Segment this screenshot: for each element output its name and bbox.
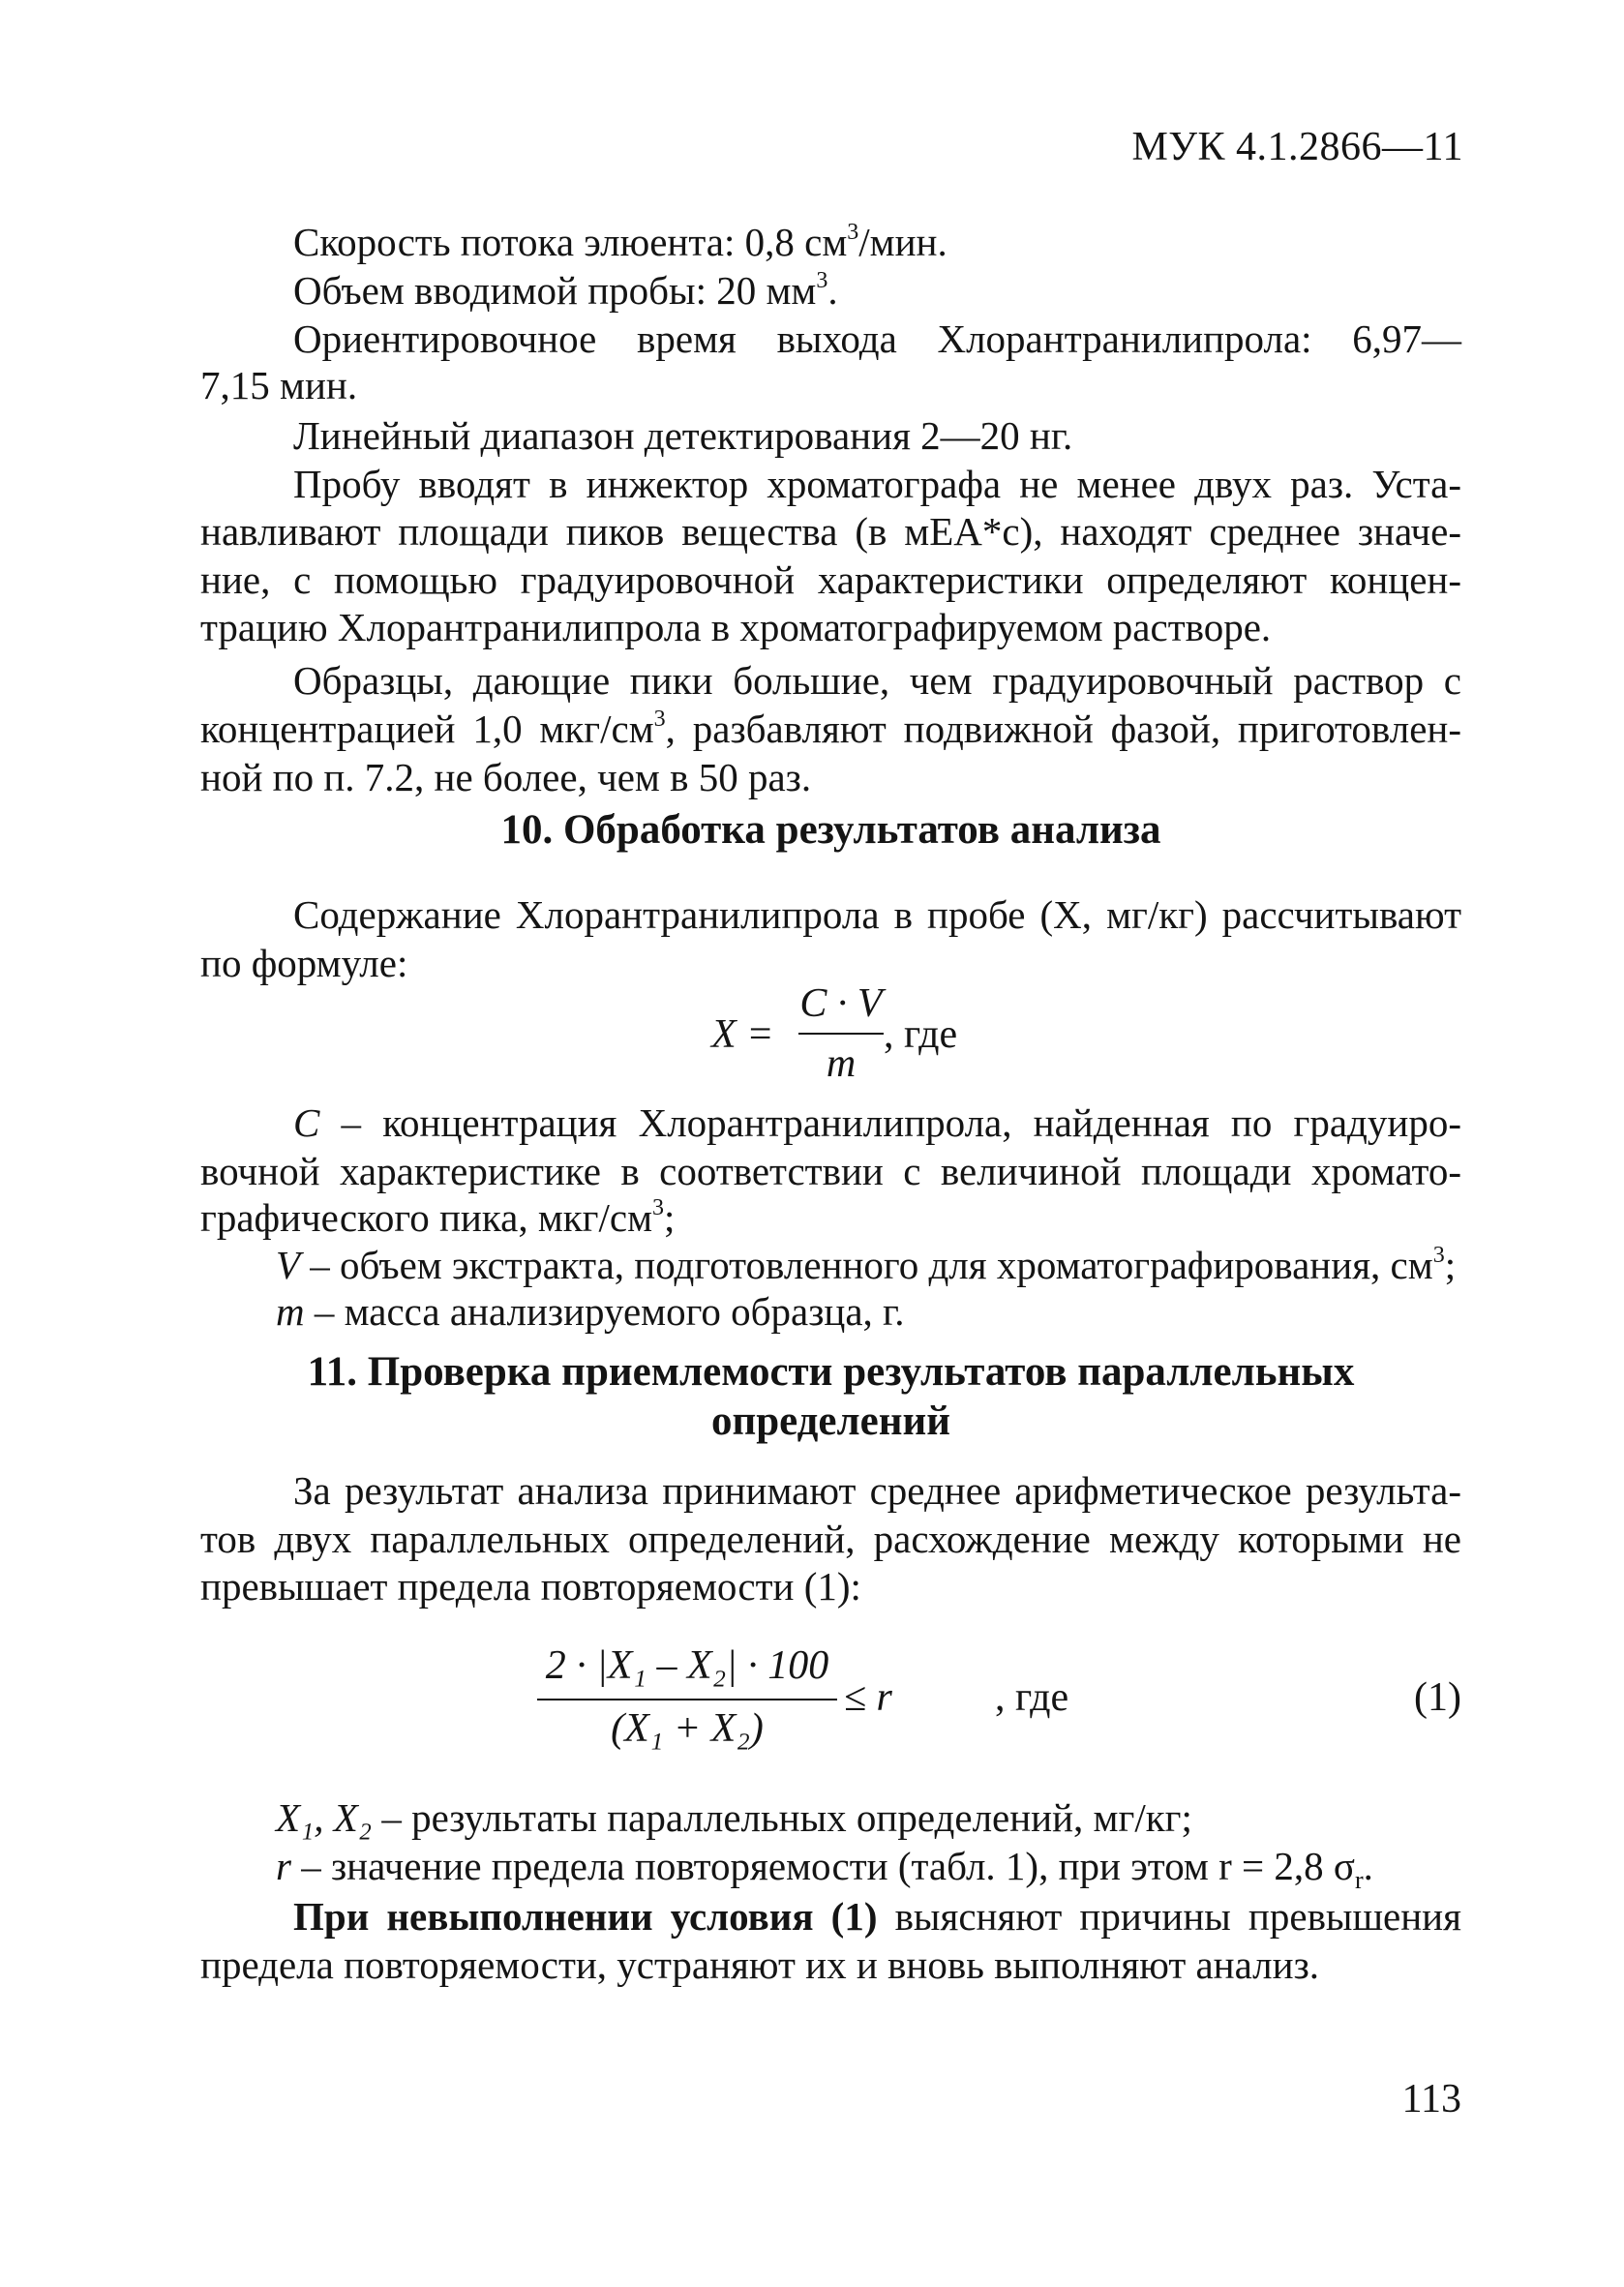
c-definition-line: графического пика, мкг/$см^3$; [200,1195,676,1240]
x-definition-line: X₁, X₂ – результаты параллельных определений, мг/кг; [276,1795,1192,1840]
formula-x-tail: , где [884,1012,958,1057]
retention-time-line-1: Ориентировочное время выхода Хлорантранилипрола: 6,97— [293,316,1461,361]
formula-repeatability-numerator: 2 · |X₁ – X₂| · 100 [545,1643,829,1688]
c-definition-line: C – концентрация Хлорантранилипрола, найденная по градуиро- [293,1100,1461,1145]
failure-paragraph-line: При невыполнении условия (1) выясняют причины превышения [293,1894,1461,1939]
result-paragraph-line: превышает предела повторяемости (1): [200,1564,861,1609]
formula-repeatability-relation: ≤ r [844,1675,892,1720]
eluent-flow-line: Скорость потока элюента: 0,8 $см^3$/мин. [293,220,947,264]
injection-paragraph-line: навливают площади пиков вещества (в мЕА*с), находят среднее значе- [200,509,1461,554]
formula-repeatability-tail: , где [995,1675,1069,1720]
formula-x-fraction-bar [798,1033,884,1035]
injection-paragraph-line: трацию Хлорантранилипрола в хроматографируемом растворе. [200,605,1272,649]
content-calc-line: по формуле: [200,941,408,985]
section-10-heading: 10. Обработка результатов анализа [500,807,1161,853]
section-11-heading-line-1: 11. Проверка приемлемости результатов параллельных [307,1349,1355,1395]
formula-x-lhs: X = [711,1012,774,1057]
failure-paragraph-line: предела повторяемости, устраняют их и вновь выполняют анализ. [200,1942,1320,1987]
linear-range-line: Линейный диапазон детектирования 2—20 нг. [293,413,1073,458]
r-definition-line: r – значение предела повторяемости (табл. 1), при этом r = 2,8 $\sigma_r$. [276,1844,1373,1895]
dilution-paragraph-line: концентрацией 1,0 мкг/$см^3$, разбавляют подвижной фазой, приготовлен- [200,707,1461,751]
retention-time-line-2: 7,15 мин. [200,363,358,407]
result-paragraph-line: За результат анализа принимают среднее арифметическое результа- [293,1468,1461,1513]
document-code-header: МУК 4.1.2866—11 [1131,125,1463,169]
section-11-heading-line-2: определений [710,1399,951,1444]
result-paragraph-line: тов двух параллельных определений, расхождение между которыми не [200,1517,1461,1561]
formula-repeatability-denominator: (X₁ + X₂) [611,1706,764,1751]
page-number: 113 [1401,2077,1461,2121]
injection-paragraph-line: Пробу вводят в инжектор хроматографа не менее двух раз. Уста- [293,462,1461,506]
dilution-paragraph-line: Образцы, дающие пики большие, чем градуировочный раствор с [293,658,1461,703]
content-calc-line: Содержание Хлорантранилипрола в пробе (X, мг/кг) рассчитывают [293,892,1461,937]
formula-repeatability-fraction-bar [537,1699,837,1700]
c-definition-line: вочной характеристике в соответствии с величиной площади хромато- [200,1149,1461,1193]
injection-paragraph-line: ние, с помощью градуировочной характеристики определяют концен- [200,557,1461,602]
formula-x-numerator: C · V [799,981,883,1026]
equation-number: (1) [1414,1675,1461,1720]
sample-volume-line: Объем вводимой пробы: 20 $мм^3$. [293,268,838,313]
v-definition-line: V – объем экстракта, подготовленного для хроматографирования, $см^3$; [276,1243,1457,1287]
formula-x-denominator: m [826,1041,857,1086]
m-definition-line: m – масса анализируемого образца, г. [276,1289,905,1334]
dilution-paragraph-line: ной по п. 7.2, не более, чем в 50 раз. [200,755,812,799]
